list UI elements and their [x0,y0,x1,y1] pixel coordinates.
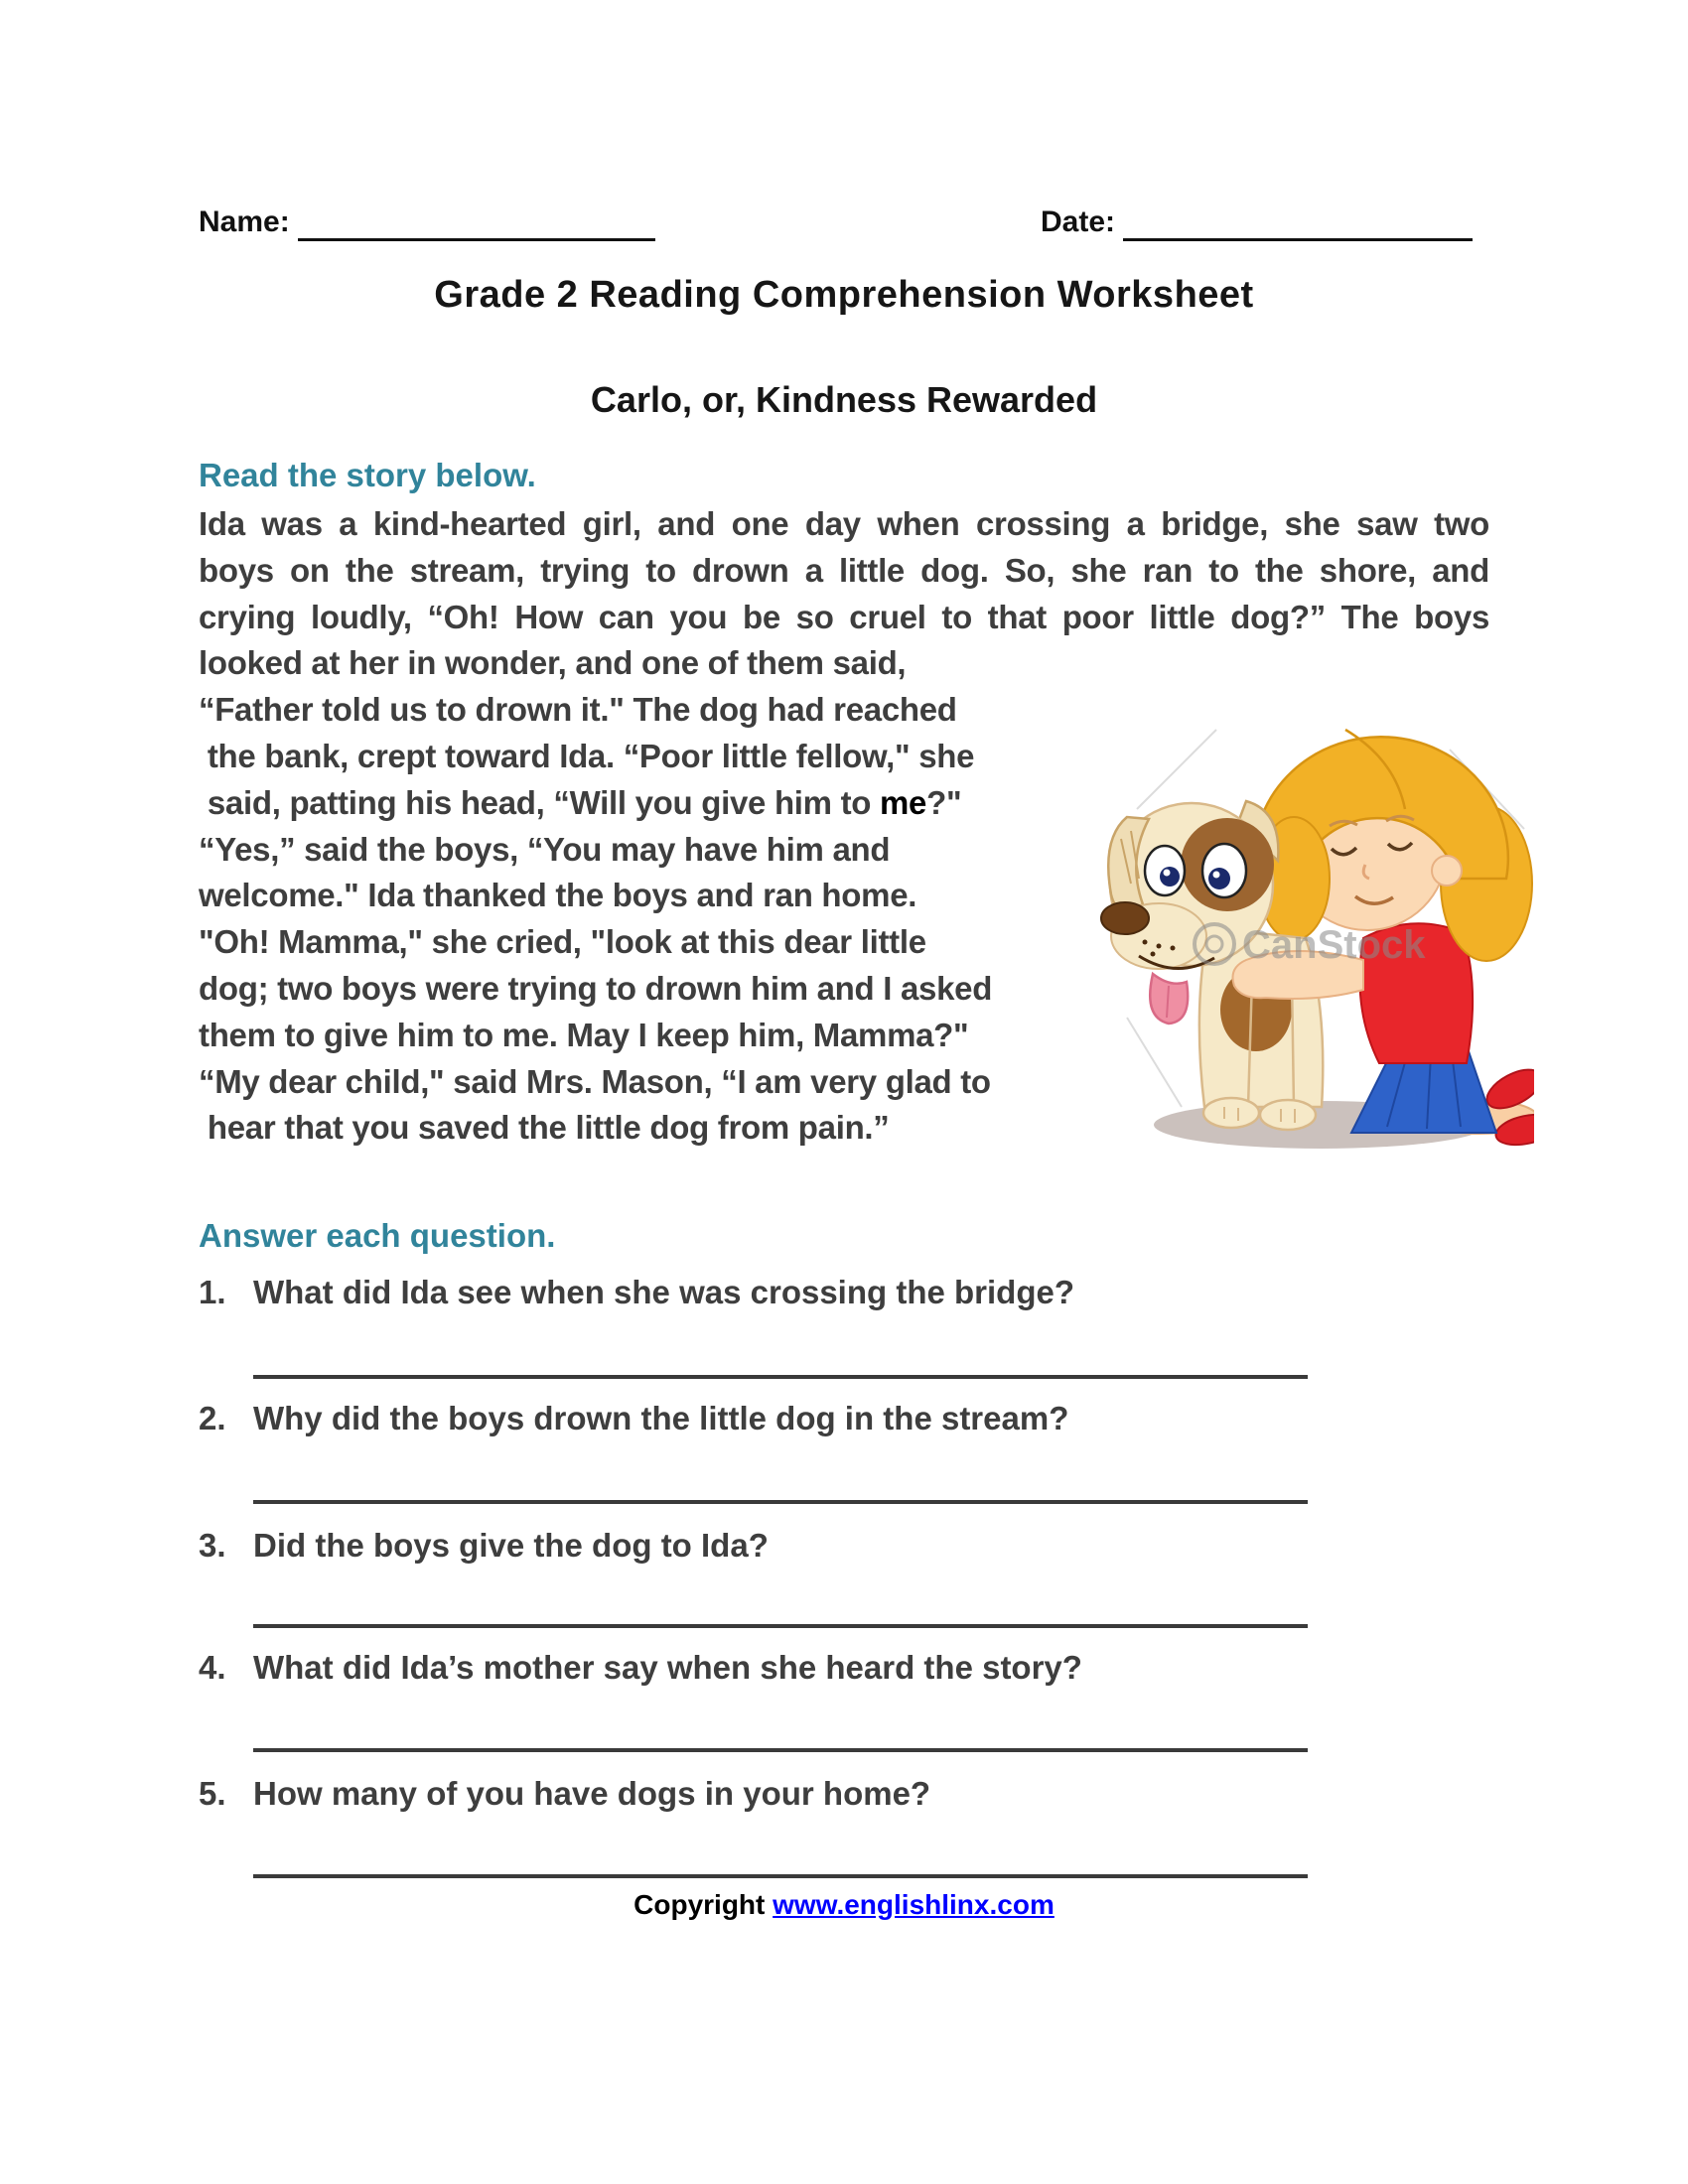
question-number: 1. [199,1274,226,1310]
question-number: 4. [199,1649,226,1686]
question-number: 3. [199,1527,226,1564]
dog-nose [1101,902,1149,934]
question-row [199,1527,769,1565]
story-text-segment: ?" [926,783,962,821]
story-line: the bank, crept toward Ida. “Poor little fellow," she [199,737,975,774]
answer-blank-line [253,1624,1308,1628]
story-line: dog; two boys were trying to drown him and I asked [199,969,993,1007]
story-line: “Yes,” said the boys, “You may have him and [199,830,891,868]
girl-ear [1432,856,1462,886]
answer-blank-line [253,1375,1308,1379]
question-row [199,1400,1068,1437]
story-line: “Father told us to drown it." The dog had reached [199,691,957,729]
story-title: Carlo, or, Kindness Rewarded [590,379,1098,420]
name-blank [298,205,655,241]
question-number: 2. [199,1400,226,1436]
dog-tongue [1150,974,1188,1024]
date-blank [1123,205,1473,241]
date-label: Date: [1041,205,1116,238]
answer-instruction: Answer each question. [199,1217,556,1254]
bold-word-me: me [880,783,927,821]
question-text: Why did the boys drown the little dog in the stream? [253,1400,1069,1436]
page-title: Grade 2 Reading Comprehension Worksheet [434,274,1254,316]
name-field [199,204,655,241]
date-field [1041,204,1473,241]
question-text: What did Ida’s mother say when she heard the story? [253,1649,1082,1686]
question-row [199,1649,1082,1687]
story-line: them to give him to me. May I keep him, Mamma?" [199,1016,969,1053]
answer-blank-line [253,1500,1308,1504]
story-line: boys on the stream, trying to drown a little dog. So, she ran to the shore, and [199,551,1489,589]
story-line: welcome." Ida thanked the boys and ran home. [199,877,917,914]
question-number: 5. [199,1775,226,1812]
read-instruction: Read the story below. [199,457,536,493]
question-text: Did the boys give the dog to Ida? [253,1527,769,1564]
story-line: crying loudly, “Oh! How can you be so cruel to that poor little dog?” The boys [199,598,1489,635]
story-text-segment: said, patting his head, “Will you give him to [199,783,881,821]
girl-hugging-dog-illustration [1097,690,1534,1157]
answer-blank-line [253,1748,1308,1752]
dog-paw [1260,1100,1316,1130]
story-line: hear that you saved the little dog from pain.” [199,1109,890,1147]
story-line: looked at her in wonder, and one of them said, [199,644,907,682]
name-label: Name: [199,205,290,238]
story-line: “My dear child," said Mrs. Mason, “I am very glad to [199,1062,991,1100]
question-row [199,1775,930,1813]
story-line: Ida was a kind-hearted girl, and one day when crossing a bridge, she saw two [199,505,1489,542]
copyright-label: Copyright [633,1889,766,1920]
watermark-text: CanStock [1242,923,1426,967]
girl-hugging-dog-svg [1097,690,1534,1157]
copyright-footer [0,1889,1688,1921]
englishlinx-link[interactable]: www.englishlinx.com [773,1889,1055,1920]
story-line: "Oh! Mamma," she cried, "look at this dear little [199,923,926,961]
question-text: How many of you have dogs in your home? [253,1775,931,1812]
dog-paw [1203,1098,1259,1128]
answer-blank-line [253,1874,1308,1878]
question-text: What did Ida see when she was crossing the bridge? [253,1274,1074,1310]
question-row [199,1274,1074,1311]
